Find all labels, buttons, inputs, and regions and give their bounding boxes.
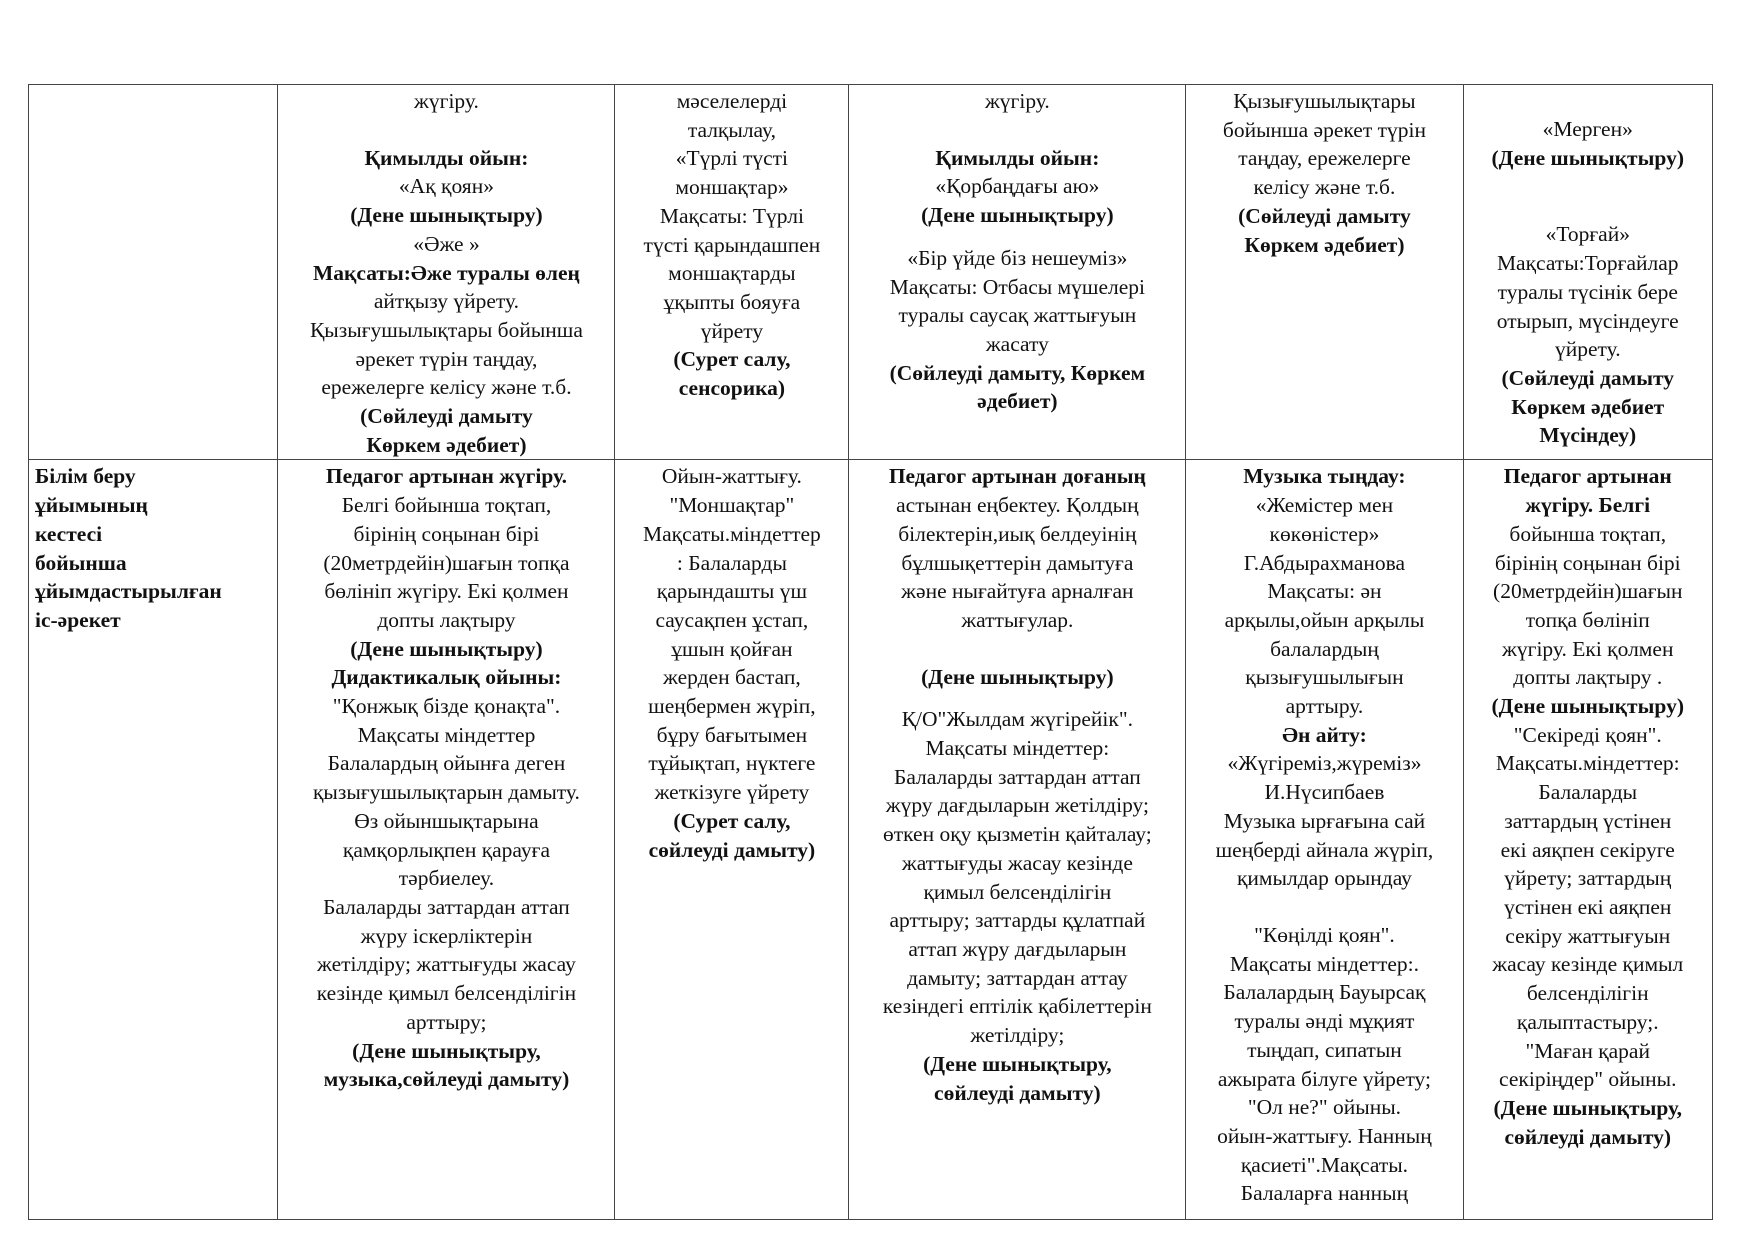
text-line: үйрету bbox=[700, 318, 764, 343]
text-line: (Дене шынықтыру) bbox=[921, 664, 1114, 689]
text-line: және нығайтуға арналған bbox=[901, 579, 1134, 604]
day2-cell bbox=[615, 85, 849, 460]
text-line: секіріңдер" ойыны. bbox=[1499, 1067, 1677, 1092]
text-line: арттыру. bbox=[1285, 694, 1364, 719]
day1-cell bbox=[278, 460, 615, 1220]
text-line: арқылы,ойын арқылы bbox=[1224, 607, 1425, 632]
text-line: бұлшықеттерін дамытуға bbox=[901, 550, 1134, 575]
table-row bbox=[29, 460, 1713, 1220]
text-line: музыка,сөйлеуді дамыту) bbox=[323, 1067, 570, 1092]
text-line: бойынша тоқтап, bbox=[1509, 521, 1667, 546]
row-label-line: ұйымдастырылған bbox=[35, 579, 222, 604]
text-line: әрекет түрін таңдау, bbox=[355, 346, 538, 371]
text-line: жаттығулар. bbox=[961, 607, 1074, 632]
text-line: «Әже » bbox=[413, 231, 480, 256]
text-line: ажырата білуге үйрету; bbox=[1217, 1066, 1431, 1091]
text-line: жеткізуге үйрету bbox=[654, 780, 810, 805]
text-line: үйрету. bbox=[1554, 337, 1621, 362]
text-line: бойынша әрекет түрін bbox=[1222, 117, 1426, 142]
text-line: туралы түсінік бере bbox=[1497, 279, 1678, 304]
text-line: екі аяқпен секіруге bbox=[1500, 837, 1675, 862]
text-line: Қ/О"Жылдам жүгірейік". bbox=[901, 707, 1134, 732]
text-line: "Көңілді қоян". bbox=[1254, 922, 1395, 947]
text-line: «Жүгіреміз,жүреміз» bbox=[1227, 751, 1422, 776]
spacer bbox=[284, 116, 608, 144]
text-line: "Секіреді қоян". bbox=[1513, 722, 1662, 747]
text-line: сенсорика) bbox=[678, 376, 786, 401]
day5-cell bbox=[1463, 85, 1712, 460]
text-line: (Дене шынықтыру, bbox=[1493, 1095, 1683, 1120]
text-line: тұйықтап, нүктеге bbox=[648, 751, 816, 776]
text-line: Мақсаты.міндеттер bbox=[643, 521, 821, 546]
text-line: Қимылды ойын: bbox=[364, 145, 529, 170]
text-line: «Ақ қоян» bbox=[398, 174, 494, 199]
text-line: келісу және т.б. bbox=[1253, 175, 1396, 200]
text-line: көкөністер» bbox=[1269, 521, 1380, 546]
text-line: «Бір үйде біз нешеуміз» bbox=[907, 245, 1128, 270]
text-line: арттыру; заттарды құлатпай bbox=[889, 908, 1146, 933]
text-line: білектерін,иық белдеуінің bbox=[898, 521, 1137, 546]
text-line: (Дене шынықтыру) bbox=[1491, 694, 1684, 719]
text-line: Өз ойыншықтарына bbox=[354, 808, 539, 833]
text-line: жүру іскерліктерін bbox=[360, 923, 533, 948]
schedule-table bbox=[28, 84, 1713, 1220]
text-line: Қызығушылықтары bbox=[1233, 89, 1416, 113]
text-line: (Дене шынықтыру) bbox=[1491, 145, 1684, 170]
text-line: жетілдіру; жаттығуды жасау bbox=[317, 952, 576, 977]
text-line: сөйлеуді дамыту) bbox=[1504, 1124, 1672, 1149]
text-line: (Дене шынықтыру, bbox=[923, 1051, 1112, 1076]
text-line: Мақсаты: Отбасы мүшелері bbox=[889, 274, 1146, 299]
text-line: Музыка ырғағына сай bbox=[1223, 808, 1426, 833]
day5-cell bbox=[1463, 460, 1712, 1220]
row-label-line: ұйымының bbox=[35, 493, 148, 518]
text-line: Балалардың Бауырсақ bbox=[1223, 980, 1426, 1005]
text-line: Балаларға нанның bbox=[1240, 1181, 1409, 1206]
text-line: Педагог артынан жүгіру. bbox=[325, 464, 567, 489]
text-line: (Сөйлеуді дамыту bbox=[360, 404, 533, 429]
row-label-cell bbox=[29, 460, 278, 1220]
text-line: астынан еңбектеу. Қолдың bbox=[896, 493, 1139, 518]
text-line: жаттығуды жасау кезінде bbox=[901, 850, 1133, 875]
text-line: Көркем әдебиет) bbox=[366, 432, 527, 457]
text-line: Мақсаты.міндеттер: bbox=[1495, 751, 1680, 776]
text-line: өткен оқу қызметін қайталау; bbox=[882, 822, 1152, 847]
text-line: Мақсаты: ән bbox=[1267, 579, 1382, 604]
text-line: әдебиет) bbox=[977, 389, 1058, 414]
text-line: сөйлеуді дамыту) bbox=[648, 837, 816, 862]
text-line: (Дене шынықтыру, bbox=[352, 1038, 541, 1063]
text-line: Балаларды заттардан аттап bbox=[323, 894, 570, 919]
text-line: сөйлеуді дамыту) bbox=[934, 1080, 1101, 1105]
day3-cell bbox=[849, 85, 1186, 460]
text-line: аттап жүру дағдыларын bbox=[908, 936, 1127, 961]
text-line: жасату bbox=[985, 331, 1049, 356]
text-line: ұшын қойған bbox=[671, 636, 793, 661]
row-label-cell bbox=[29, 85, 278, 460]
text-line: белсенділігін bbox=[1526, 981, 1649, 1006]
text-line: (Сурет салу, bbox=[673, 347, 791, 372]
text-line: қызығушылығын bbox=[1245, 665, 1404, 690]
text-line: кезінде қимыл белсенділігін bbox=[316, 981, 577, 1006]
text-line: Ойын-жаттығу. bbox=[661, 464, 802, 489]
text-line: шеңберді айнала жүріп, bbox=[1215, 837, 1434, 862]
text-line: бұру бағытымен bbox=[656, 722, 808, 747]
row-label-line: іс-әрекет bbox=[35, 607, 121, 632]
text-line: шеңбермен жүріп, bbox=[648, 694, 816, 719]
text-line: тыңдап, сипатын bbox=[1247, 1037, 1402, 1062]
text-line: түсті қарындашпен bbox=[643, 232, 821, 257]
text-line: Көркем әдебиет bbox=[1511, 394, 1665, 419]
text-line: Педагог артынан доғаның bbox=[888, 464, 1146, 489]
text-line: балалардың bbox=[1270, 636, 1379, 661]
spacer bbox=[855, 691, 1179, 705]
text-line: Көркем әдебиет) bbox=[1244, 232, 1405, 257]
text-line: "Қонжық бізде қонақта". bbox=[332, 694, 561, 719]
text-line: Мақсаты:Әже туралы өлең bbox=[312, 260, 580, 285]
text-line: жерден бастап, bbox=[663, 665, 801, 690]
text-line: «Қорбаңдағы аю» bbox=[935, 174, 1100, 199]
text-line: заттардың үстінен bbox=[1504, 808, 1672, 833]
spacer bbox=[855, 116, 1179, 144]
text-line: «Мерген» bbox=[1542, 117, 1633, 141]
text-bold: жүгіру. Белгі bbox=[1525, 493, 1651, 518]
day2-cell bbox=[615, 460, 849, 1220]
spacer bbox=[1470, 172, 1706, 220]
text-line: Белгі бойынша тоқтап, bbox=[341, 493, 552, 518]
text-line: қимылдар орындау bbox=[1236, 866, 1412, 891]
row-label-line: Білім беру bbox=[35, 464, 136, 489]
spacer bbox=[855, 230, 1179, 244]
text-line: (Дене шынықтыру) bbox=[350, 203, 543, 228]
text-line: ұқыпты бояуға bbox=[663, 289, 801, 314]
text-line: (20метрдейін)шағын bbox=[1493, 579, 1683, 604]
text-line: допты лақтыру . bbox=[1513, 665, 1663, 690]
day4-cell bbox=[1186, 460, 1463, 1220]
text-line: Мүсіндеу) bbox=[1539, 423, 1637, 448]
text-line: Балаларды bbox=[1538, 780, 1638, 805]
text-line: Балалардың ойынға деген bbox=[327, 751, 566, 776]
text-line: дамыту; заттардан аттау bbox=[907, 965, 1128, 990]
text-line: Балаларды заттардан аттап bbox=[893, 764, 1141, 789]
text-line: кезіндегі ептілік қабілеттерін bbox=[882, 994, 1152, 1019]
text-line: Қимылды ойын: bbox=[935, 145, 1100, 170]
day3-cell bbox=[849, 460, 1186, 1220]
text-line: : Балаларды bbox=[676, 550, 787, 575]
text-line: отырып, мүсіндеуге bbox=[1496, 308, 1679, 333]
spacer bbox=[1192, 893, 1456, 921]
text-line: қимыл белсенділігін bbox=[923, 879, 1112, 904]
text-line: ережелерге келісу және т.б. bbox=[321, 375, 572, 400]
text-line: талқылау, bbox=[687, 117, 776, 142]
text-line: (Дене шынықтыру) bbox=[350, 636, 543, 661]
text-line: топқа бөлініп bbox=[1525, 607, 1650, 632]
day1-cell bbox=[278, 85, 615, 460]
text-line: тәрбиелеу. bbox=[398, 866, 495, 891]
text-line: ойын-жаттығу. Нанның bbox=[1217, 1123, 1432, 1148]
text-line: Музыка тыңдау: bbox=[1243, 464, 1406, 489]
table-row bbox=[29, 85, 1713, 460]
text-line: Мақсаты міндеттер: bbox=[925, 736, 1110, 761]
text-line: (20метрдейін)шағын топқа bbox=[323, 550, 570, 575]
text-line: жүгіру. bbox=[414, 89, 479, 113]
text-line: бірінің соңынан бірі bbox=[1494, 550, 1681, 575]
text-line: допты лақтыру bbox=[377, 607, 516, 632]
text-line: Мақсаты міндеттер bbox=[357, 722, 536, 747]
text-line: жүру дағдыларын жетілдіру; bbox=[885, 793, 1149, 818]
text-line: (Сөйлеуді дамыту bbox=[1501, 365, 1675, 390]
text-line: қамқорлықпен қарауға bbox=[342, 837, 550, 862]
text-line: Мақсаты міндеттер:. bbox=[1229, 951, 1419, 976]
spacer bbox=[855, 635, 1179, 663]
text-line: "Ол не?" ойыны. bbox=[1247, 1095, 1402, 1120]
text-line: жүгіру. Екі қолмен bbox=[1502, 636, 1674, 661]
text-line: саусақпен ұстап, bbox=[655, 607, 809, 632]
text-line: арттыру; bbox=[406, 1009, 487, 1034]
text-line: «Торғай» bbox=[1545, 222, 1630, 247]
text-line: үйрету; заттардың bbox=[1504, 866, 1672, 891]
text-line: Дидактикалық ойыны: bbox=[331, 665, 562, 690]
text-line: туралы саусақ жаттығуын bbox=[898, 303, 1137, 328]
row-label-line: кестесі bbox=[35, 521, 103, 546]
text-line: (Дене шынықтыру) bbox=[921, 203, 1114, 228]
text-line: бөлініп жүгіру. Екі қолмен bbox=[324, 579, 569, 604]
text-line bbox=[1470, 491, 1706, 520]
text-line: үстінен екі аяқпен bbox=[1504, 894, 1672, 919]
text-line: қызығушылықтарын дамыту. bbox=[312, 780, 580, 805]
row-label-line: бойынша bbox=[35, 550, 127, 575]
text-line: (Сөйлеуді дамыту, Көркем bbox=[889, 360, 1146, 385]
text-line: айтқызу үйрету. bbox=[373, 289, 520, 314]
text-line: қарындашты үш bbox=[656, 579, 808, 604]
text-line: Педагог артынан bbox=[1503, 464, 1672, 489]
text-line: Ән айту: bbox=[1282, 722, 1367, 747]
text-line: Мақсаты: Түрлі bbox=[659, 203, 804, 228]
text-line: (Сурет салу, bbox=[673, 808, 791, 833]
text-line: «Түрлі түсті bbox=[675, 146, 789, 171]
text-line: секіру жаттығуын bbox=[1505, 923, 1671, 948]
text-line: жетілдіру; bbox=[970, 1023, 1065, 1048]
text-line: "Маған қарай bbox=[1525, 1038, 1650, 1063]
text-line: туралы әнді мұқият bbox=[1234, 1009, 1415, 1034]
text-line: таңдау, ережелерге bbox=[1238, 146, 1411, 171]
text-line: Г.Абдырахманова bbox=[1243, 550, 1406, 575]
text-line: (Сөйлеуді дамыту bbox=[1238, 203, 1411, 228]
text-line: моншақтарды bbox=[668, 261, 796, 286]
text-line: И.Нүсипбаев bbox=[1264, 780, 1385, 805]
text-line: Мақсаты:Торғайлар bbox=[1496, 251, 1679, 276]
text-line: «Жемістер мен bbox=[1255, 493, 1394, 518]
text-line: жасау кезінде қимыл bbox=[1492, 952, 1684, 977]
spacer bbox=[1470, 87, 1706, 115]
day4-cell bbox=[1186, 85, 1463, 460]
text-line: "Моншақтар" bbox=[669, 493, 795, 518]
text-line: Қызығушылықтары бойынша bbox=[309, 317, 583, 342]
text-line: мәселелерді bbox=[676, 89, 788, 113]
text-line: қалыптастыру;. bbox=[1516, 1009, 1659, 1034]
text-line: бірінің соңынан бірі bbox=[353, 521, 540, 546]
text-line: қасиеті".Мақсаты. bbox=[1240, 1152, 1409, 1177]
text-line: жүгіру. bbox=[984, 89, 1050, 113]
text-line: моншақтар» bbox=[675, 175, 789, 200]
